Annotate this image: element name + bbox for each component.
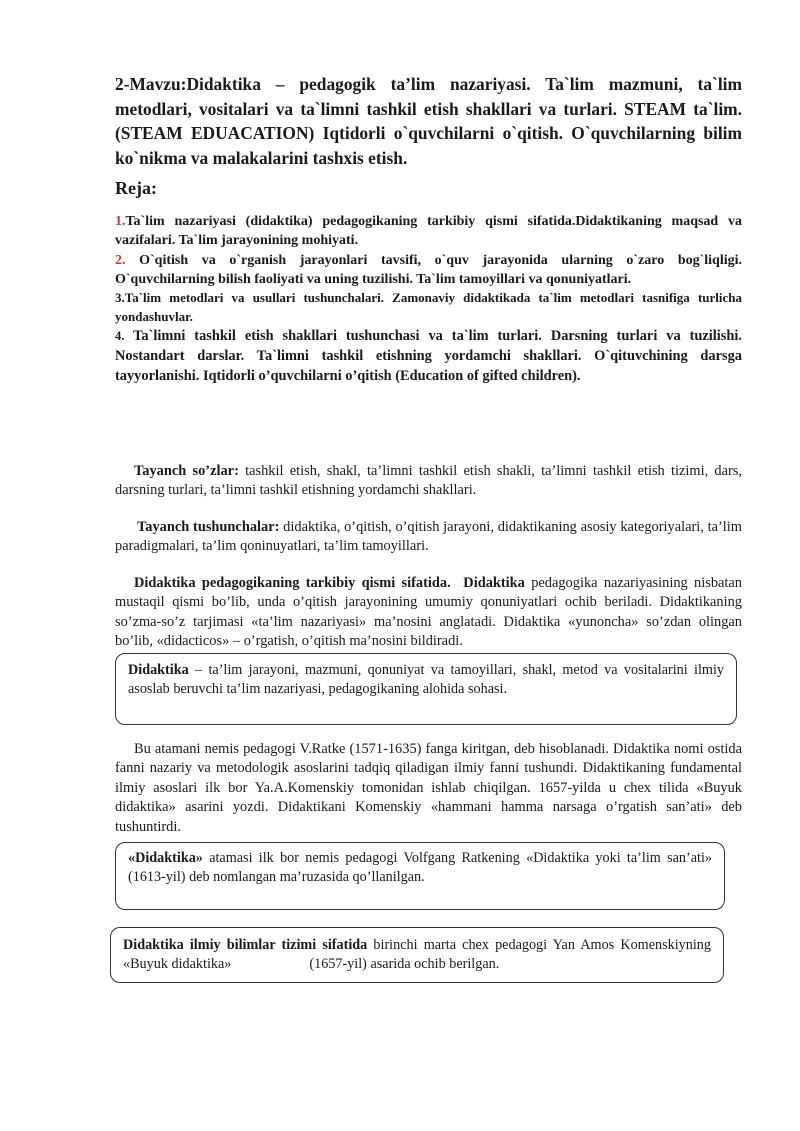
term-origin-box: [115, 842, 725, 910]
plan-item-1-text: Ta`lim nazariyasi (didaktika) pedagogikaning tarkibiy qismi sifatida.Didaktikaning maqsad va vazifalari. Ta`lim jarayonining mohiyati.: [115, 214, 742, 249]
plan-item-1: [115, 212, 742, 251]
plan-item-2: [115, 251, 742, 290]
definition-term: Didaktika: [128, 662, 189, 678]
science-system-text-2: (1657-yil) asarida ochib berilgan.: [309, 956, 500, 973]
key-words-paragraph: [115, 462, 742, 501]
plan-item-2-number: 2.: [115, 252, 126, 268]
key-concepts-label: Tayanch tushunchalar:: [137, 519, 280, 535]
plan-item-4-number: 4.: [115, 329, 125, 344]
science-system-text-1: birinchi marta chex pedagogi Yan Amos Komenskiyning «Buyuk didaktika»: [123, 937, 711, 973]
history-paragraph: [115, 740, 742, 837]
science-system-term: Didaktika ilmiy bilimlar tizimi sifatida: [123, 937, 368, 953]
section-heading: Didaktika pedagogikaning tarkibiy qismi sifatida.: [134, 575, 451, 591]
definition-text: – ta’lim jarayoni, mazmuni, qonuniyat va tamoyillari, shakl, metod va vositalarini ilmiy asoslab beruvchi ta’lim nazariyasi, pedagogikaning alohida sohasi.: [128, 662, 724, 698]
plan-item-1-number: 1.: [115, 214, 126, 229]
plan-item-3-text: 3.Ta`lim metodlari va usullari tushunchalari. Zamonaviy didaktikada ta`lim metodlari tasnifiga turlicha yondashuvlar.: [115, 290, 742, 324]
term-origin-text: atamasi ilk bor nemis pedagogi Volfgang Ratkening «Didaktika yoki ta’lim san’ati» (1613-yil) deb nomlangan ma’ruzasida qo’llanilgan.: [128, 850, 712, 886]
plan-list: [115, 212, 742, 386]
plan-item-4: [115, 326, 742, 386]
page-title: 2-Mavzu:Didaktika – pedagogik ta’lim nazariyasi. Ta`lim mazmuni, ta`lim metodlari, vositalari va ta`limni tashkil etish shakllari va turlari. STEAM ta`lim.(STEAM EDUACATION) Iqtidorli o`quvchilarni o`qitish. O`quvchilarning bilim ko`nikma va malakalarini tashxis etish.: [115, 74, 742, 168]
plan-item-3: [115, 289, 742, 326]
science-system-box: [110, 927, 724, 983]
section-paragraph: [115, 574, 742, 652]
plan-heading: Reja:: [115, 178, 157, 198]
term-origin-term: «Didaktika»: [128, 850, 203, 866]
section-term: Didaktika: [463, 575, 525, 591]
key-concepts-text: didaktika, o’qitish, o’qitish jarayoni, didaktikaning asosiy kategoriyalari, ta’lim paradigmalari, ta’lim qoninuyatlari, ta’lim tamoyillari.: [115, 519, 742, 555]
plan-item-4-text: Ta`limni tashkil etish shakllari tushunchasi va ta`lim turlari. Darsning turlari va tuzilishi. Nostandart darslar. Ta`limni tashkil etishning yordamchi shakllari. O`qituvchining darsga tayyorlanishi. Iqtidorli o’quvchilarni o’qitish (Education of gifted children).: [115, 328, 742, 385]
key-words-text: tashkil etish, shakl, ta’limni tashkil etish shakli, ta’limni tashkil etish tizimi, dars, darsning turlari, ta’limni tashkil etishning yordamchi shakllari.: [115, 463, 743, 499]
key-concepts-paragraph: [115, 518, 742, 557]
definition-box: [115, 653, 737, 725]
plan-item-2-text: O`qitish va o`rganish jarayonlari tavsifi, o`quv jarayonida ularning o`zaro bog`liqligi. O`quvchilarning bilish faoliyati va uning tuzilishi. Ta`lim tamoyillari va qonuniyatlari.: [115, 252, 742, 287]
key-words-label: Tayanch so’zlar:: [134, 463, 239, 479]
section-text: pedagogika nazariyasining nisbatan mustaqil qismi bo’lib, unda o’qitish jarayonining umumiy qonuniyatlari ochib beriladi. Didaktikaning so’zma-so’z tarjimasi «ta’lim nazariyasi» ma’nosini anglatadi. Didaktika «yunoncha» so’zdan olingan bo’lib, «didacticos» – o’rgatish, o’qitish ma’nosini bildiradi.: [115, 575, 742, 650]
history-text: Bu atamani nemis pedagogi V.Ratke (1571-1635) fanga kiritgan, deb hisoblanadi. Didaktika nomi ostida fanni nazariy va metodologik asoslarini tadqiq qiladigan ilmiy fanni tushundi. Didaktikaning fundamental ilmiy asoslari ilk bor Ya.A.Komenskiy tomonidan ishlab chiqilgan. 1657-yilda u chex tilida «Buyuk didaktika» asarini yozdi. Didaktikani Komenskiy «hammani hamma narsaga o’rgatish san’ati» deb tushuntirdi.: [115, 741, 742, 835]
